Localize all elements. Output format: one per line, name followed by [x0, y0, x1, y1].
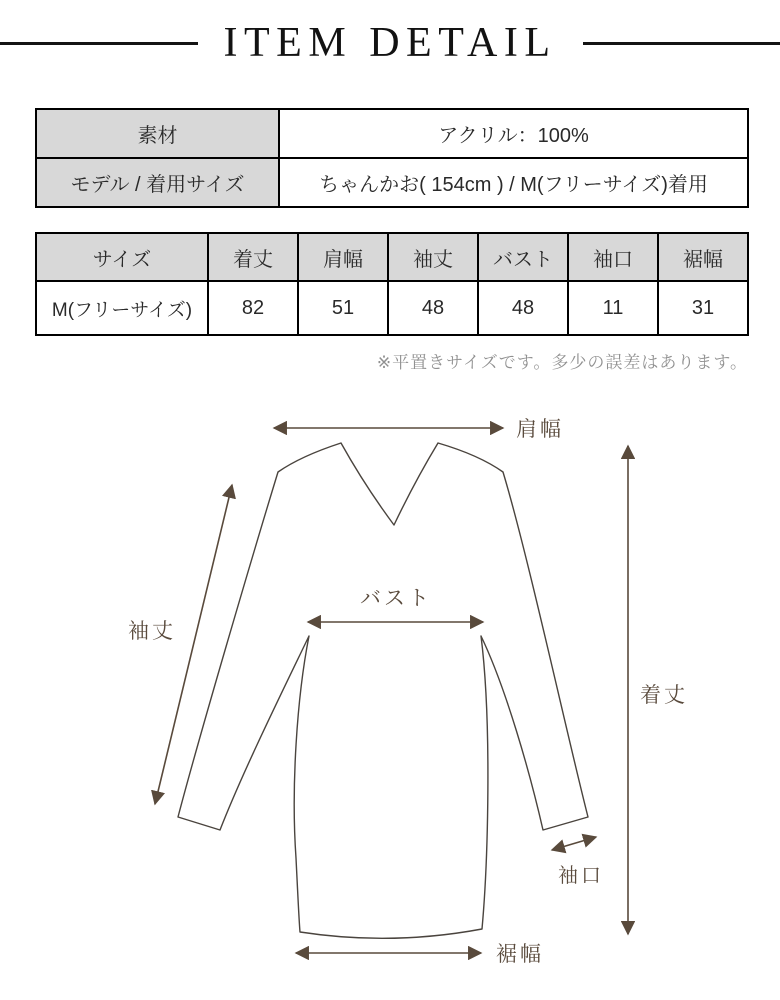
hem-width-label: 裾幅 [496, 943, 544, 966]
header-sleeve: 袖丈 [388, 233, 478, 281]
header-hem: 裾幅 [658, 233, 748, 281]
page-header [0, 0, 780, 86]
header-length: 着丈 [208, 233, 298, 281]
model-size-label-cell: モデル / 着用サイズ [36, 158, 279, 207]
cell-bust: 48 [478, 281, 568, 335]
cell-length: 82 [208, 281, 298, 335]
measurement-diagram [0, 395, 780, 1000]
cell-shoulder: 51 [298, 281, 388, 335]
material-value-cell: アクリル：100% [279, 109, 748, 158]
table-row [36, 158, 748, 207]
header-shoulder: 肩幅 [298, 233, 388, 281]
cell-hem: 31 [658, 281, 748, 335]
page-title: ITEM DETAIL [223, 20, 557, 66]
model-size-value-cell: ちゃんかお( 154cm ) / M(フリーサイズ)着用 [279, 158, 748, 207]
cell-sleeve: 48 [388, 281, 478, 335]
length-label: 着丈 [640, 684, 688, 707]
size-table-data-row [36, 281, 748, 335]
sleeve-length-label: 袖丈 [128, 620, 176, 643]
size-spec-table [35, 232, 749, 336]
header-bust: バスト [478, 233, 568, 281]
sleeve-length-arrow [155, 485, 232, 804]
bust-label: バスト [360, 587, 432, 610]
header-size: サイズ [36, 233, 208, 281]
header-rule-right [583, 42, 780, 45]
material-label-cell: 素材 [36, 109, 279, 158]
cuff-arrow [552, 837, 596, 850]
cell-size-name: M(フリーサイズ) [36, 281, 208, 335]
table-row [36, 109, 748, 158]
garment-outline [178, 443, 588, 938]
shoulder-width-label: 肩幅 [516, 418, 564, 441]
header-rule-left [0, 42, 198, 45]
material-model-table [35, 108, 749, 208]
flat-measure-note: ※平置きサイズです。多少の誤差はあります。 [376, 353, 748, 372]
cuff-label: 袖口 [558, 865, 604, 887]
cell-cuff: 11 [568, 281, 658, 335]
header-cuff: 袖口 [568, 233, 658, 281]
size-table-header-row [36, 233, 748, 281]
